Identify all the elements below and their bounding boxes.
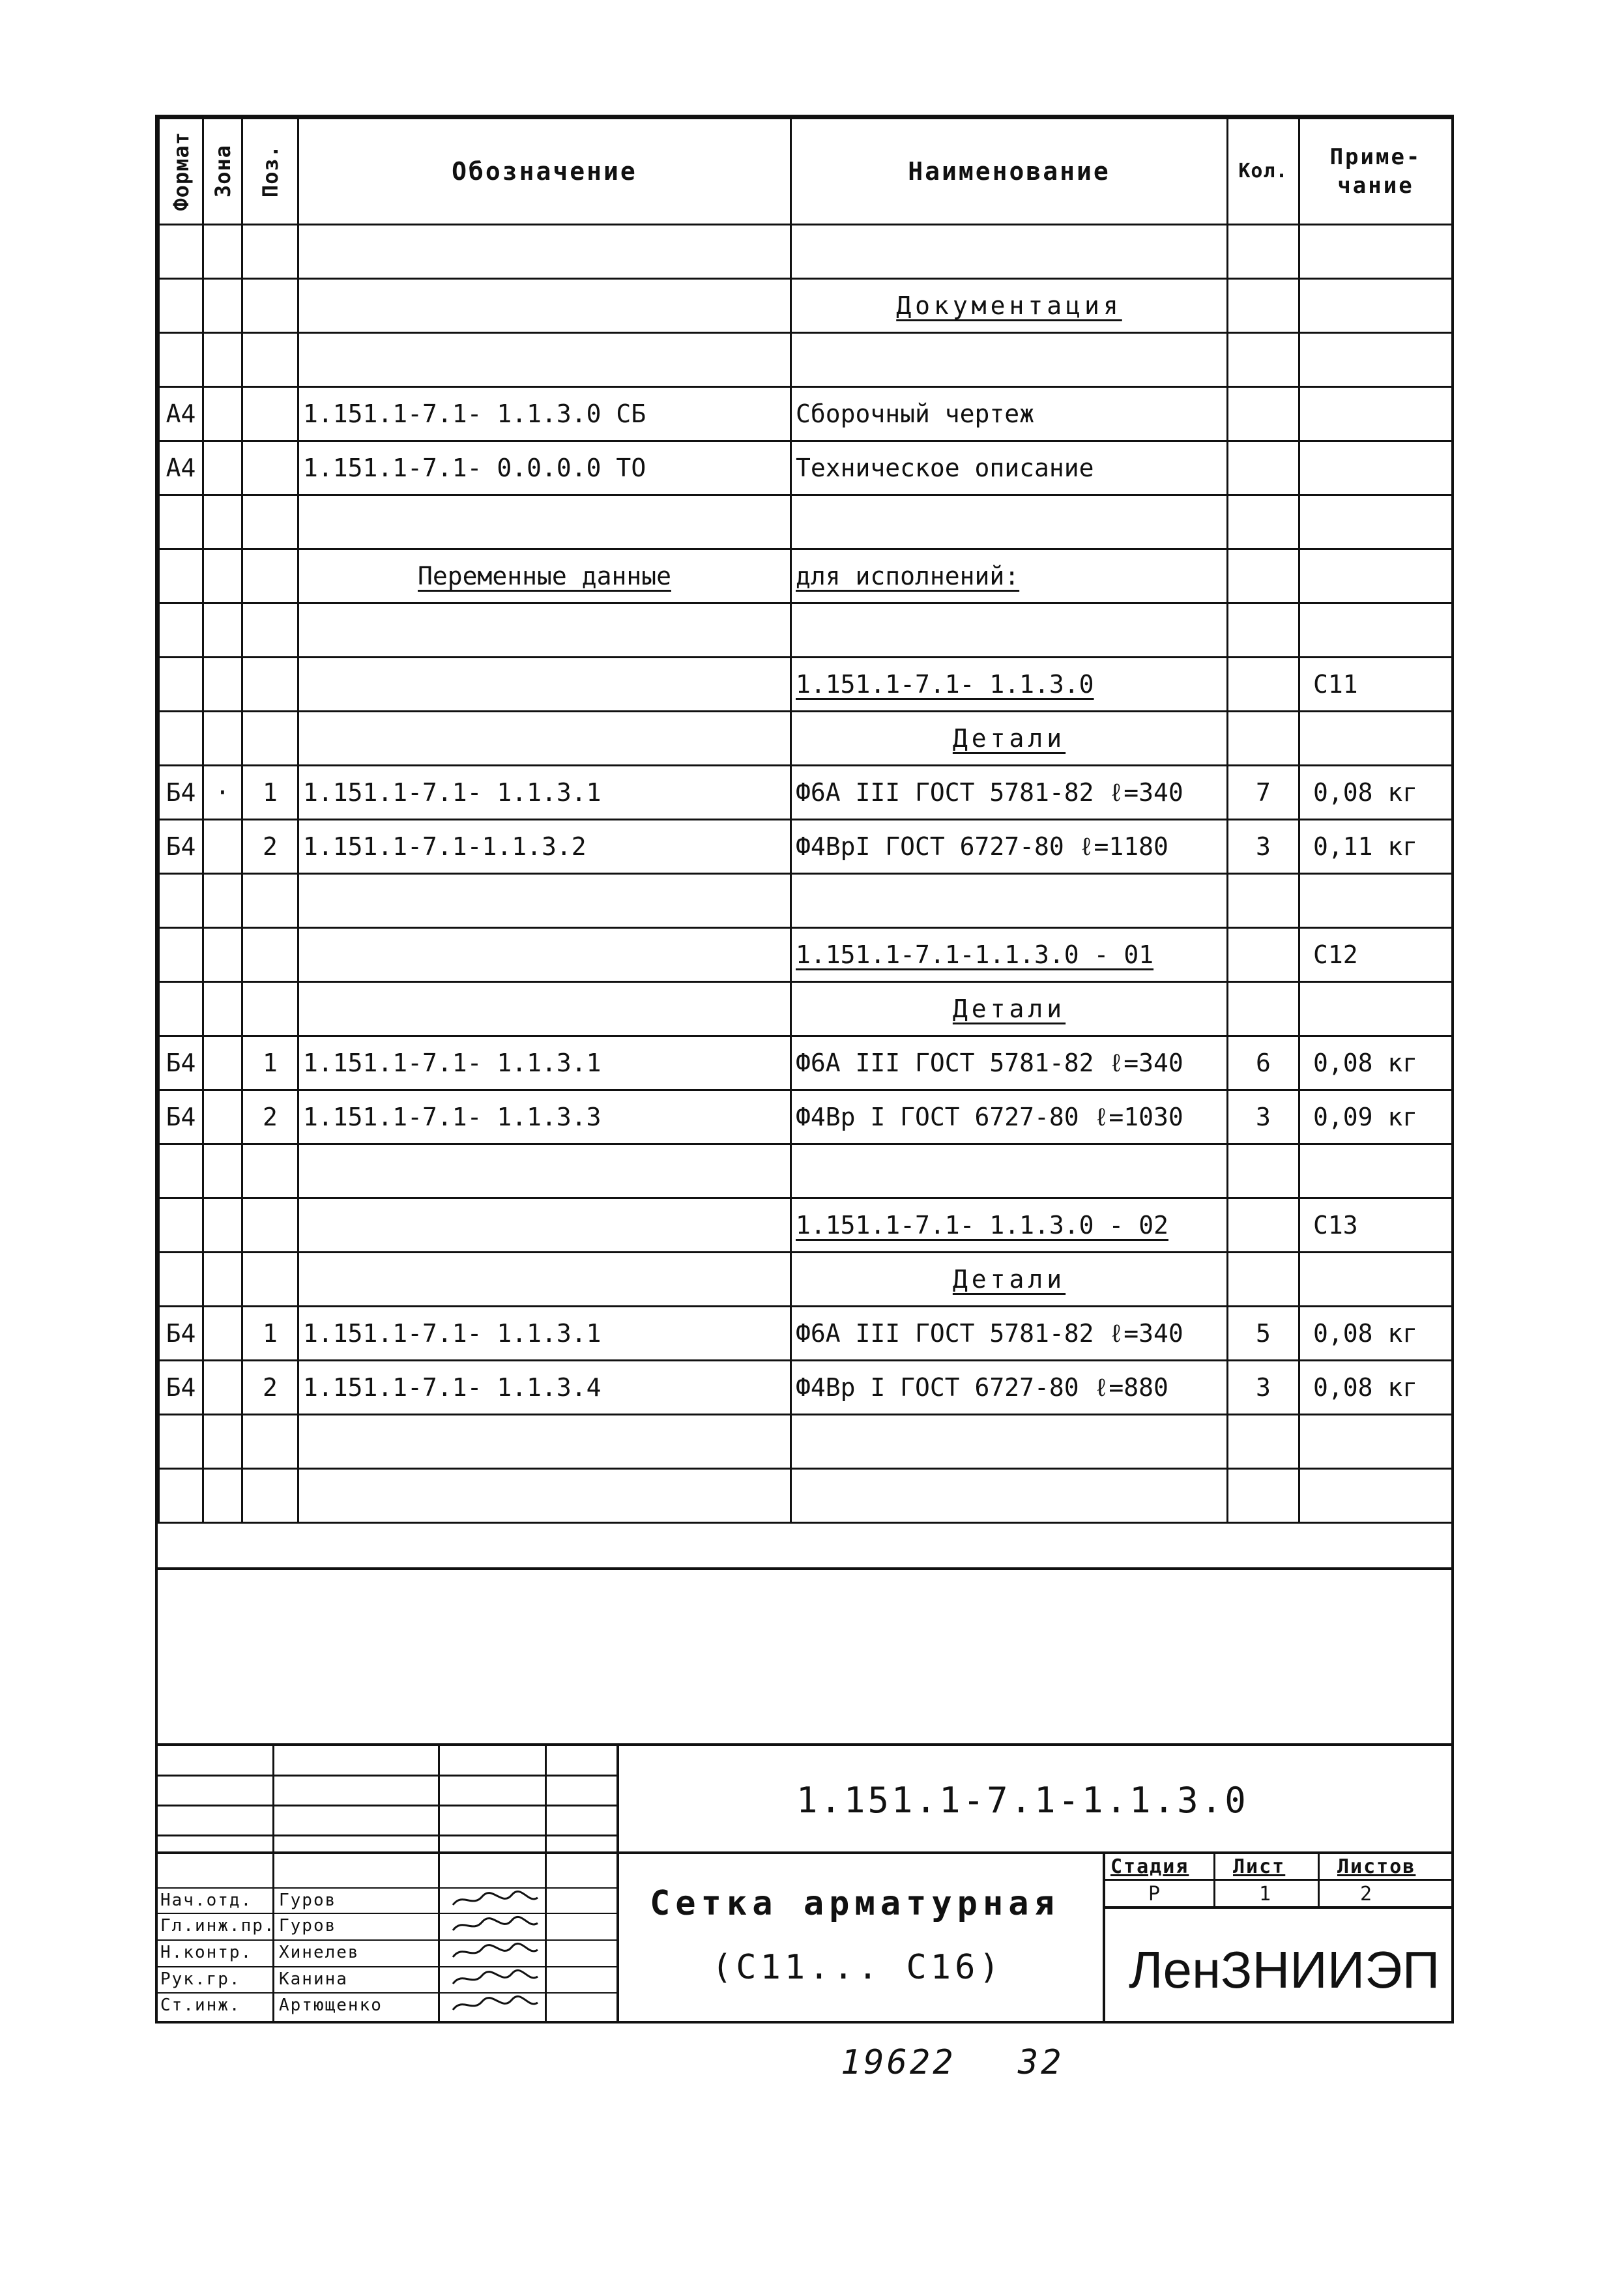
spec-cell-format: [159, 225, 203, 279]
spec-cell-note: [1299, 1253, 1453, 1307]
signature-name: Артющенко: [279, 1995, 383, 2015]
spec-cell-pos: [242, 279, 298, 333]
sheet-value: 1: [1259, 1883, 1271, 1906]
spec-cell-zone: [203, 712, 242, 766]
sheets-label: Листов: [1337, 1855, 1416, 1878]
spec-cell-format: А4: [159, 387, 203, 441]
spec-row: [159, 279, 1453, 333]
spec-cell-note: [1299, 441, 1453, 495]
spec-cell-zone: [203, 603, 242, 658]
spec-cell-pos: [242, 1253, 298, 1307]
title-block: [155, 1743, 1454, 2024]
spec-cell-qty: [1228, 712, 1299, 766]
archive-number: 19622: [841, 2043, 956, 2082]
spec-cell-qty: [1228, 658, 1299, 712]
spec-cell-designation: [298, 1198, 791, 1253]
spec-row: [159, 387, 1453, 441]
spec-cell-name: [791, 1469, 1228, 1523]
spec-row: [159, 1198, 1453, 1253]
signature-row: [158, 1967, 614, 1989]
spec-cell-designation: 1.151.1-7.1- 1.1.3.3: [298, 1090, 791, 1144]
spec-row: [159, 928, 1453, 982]
handwritten-signature-icon: [450, 1994, 541, 2016]
spec-cell-zone: [203, 1090, 242, 1144]
spec-cell-name: 1.151.1-7.1- 1.1.3.0 - 02: [791, 1198, 1228, 1253]
spec-cell-qty: [1228, 1415, 1299, 1469]
spec-cell-format: Б4: [159, 820, 203, 874]
spec-cell-designation: 1.151.1-7.1- 0.0.0.0 ТО: [298, 441, 791, 495]
spec-cell-qty: [1228, 603, 1299, 658]
spec-cell-pos: 1: [242, 1307, 298, 1361]
spec-row: [159, 1036, 1453, 1090]
spec-cell-pos: 2: [242, 820, 298, 874]
spec-cell-pos: 1: [242, 1036, 298, 1090]
spec-cell-format: [159, 603, 203, 658]
spec-cell-designation: [298, 658, 791, 712]
spec-cell-qty: 6: [1228, 1036, 1299, 1090]
signature-role: Ст.инж.: [160, 1995, 241, 2015]
spec-cell-name: [791, 603, 1228, 658]
header-note: Приме-чание: [1299, 119, 1453, 225]
stage-value: Р: [1148, 1883, 1161, 1906]
spec-cell-note: [1299, 1469, 1453, 1523]
spec-cell-pos: 2: [242, 1090, 298, 1144]
spec-cell-pos: [242, 874, 298, 928]
spec-cell-note: С12: [1299, 928, 1453, 982]
spec-cell-format: [159, 495, 203, 549]
spec-cell-pos: [242, 1415, 298, 1469]
spec-cell-zone: [203, 1361, 242, 1415]
spec-cell-pos: [242, 1469, 298, 1523]
spec-row: [159, 874, 1453, 928]
spec-cell-zone: [203, 387, 242, 441]
spec-row: [159, 1307, 1453, 1361]
spec-cell-note: [1299, 603, 1453, 658]
spec-cell-format: Б4: [159, 1090, 203, 1144]
spec-cell-name: Ф6А III ГОСТ 5781-82 ℓ=340: [791, 766, 1228, 820]
signature-name: Канина: [279, 1969, 348, 1989]
spec-cell-format: А4: [159, 441, 203, 495]
spec-cell-designation: [298, 495, 791, 549]
spec-row: [159, 1144, 1453, 1198]
spec-cell-note: С11: [1299, 658, 1453, 712]
spec-cell-note: 0,09 кг: [1299, 1090, 1453, 1144]
sheets-value: 2: [1360, 1883, 1372, 1906]
spec-cell-format: [159, 1469, 203, 1523]
signature-name: Гуров: [279, 1916, 337, 1936]
spec-cell-format: [159, 333, 203, 387]
spec-cell-name: Ф4ВрI ГОСТ 6727-80 ℓ=1180: [791, 820, 1228, 874]
spec-row: [159, 441, 1453, 495]
spec-row: [159, 658, 1453, 712]
spec-cell-name: Ф6А III ГОСТ 5781-82 ℓ=340: [791, 1307, 1228, 1361]
document-title: Сетка арматурная: [650, 1884, 1060, 1923]
header-qty: Кол.: [1228, 119, 1299, 225]
spec-cell-name: [791, 495, 1228, 549]
spec-cell-format: [159, 1198, 203, 1253]
signature-row: [158, 1941, 614, 1962]
spec-cell-zone: [203, 928, 242, 982]
spec-cell-zone: [203, 874, 242, 928]
spec-cell-format: [159, 928, 203, 982]
spec-cell-note: [1299, 387, 1453, 441]
signature-row: [158, 1889, 614, 1910]
spec-cell-designation: [298, 982, 791, 1036]
signature-role: Нач.отд.: [160, 1891, 253, 1910]
spec-cell-zone: [203, 279, 242, 333]
spec-cell-pos: 2: [242, 1361, 298, 1415]
spec-body: [159, 225, 1453, 1523]
spec-cell-pos: [242, 1144, 298, 1198]
spec-cell-name: Детали: [791, 1253, 1228, 1307]
spec-cell-format: [159, 1253, 203, 1307]
spec-row: [159, 712, 1453, 766]
empty-band: [155, 1567, 1454, 1743]
spec-cell-format: Б4: [159, 1307, 203, 1361]
spec-cell-pos: [242, 549, 298, 603]
spec-cell-designation: Переменные данные: [298, 549, 791, 603]
spec-cell-name: 1.151.1-7.1-1.1.3.0 - 01: [791, 928, 1228, 982]
spec-cell-qty: [1228, 928, 1299, 982]
spec-cell-pos: 1: [242, 766, 298, 820]
handwritten-signature-icon: [450, 1967, 541, 1990]
spec-cell-zone: [203, 1144, 242, 1198]
spec-cell-note: [1299, 874, 1453, 928]
spec-cell-designation: [298, 1144, 791, 1198]
spec-cell-zone: [203, 333, 242, 387]
spec-cell-pos: [242, 495, 298, 549]
header-format: Формат: [159, 119, 203, 225]
spec-cell-note: [1299, 712, 1453, 766]
spec-row: [159, 549, 1453, 603]
spec-cell-pos: [242, 387, 298, 441]
spec-cell-zone: [203, 225, 242, 279]
spec-row: [159, 333, 1453, 387]
page-number: 32: [1017, 2043, 1064, 2082]
handwritten-signature-icon: [450, 1889, 541, 1911]
spec-cell-name: [791, 1144, 1228, 1198]
spec-cell-pos: [242, 333, 298, 387]
spec-cell-designation: 1.151.1-7.1- 1.1.3.4: [298, 1361, 791, 1415]
spec-cell-note: [1299, 279, 1453, 333]
spec-cell-format: Б4: [159, 1036, 203, 1090]
spec-cell-qty: 3: [1228, 1361, 1299, 1415]
spec-cell-name: Ф4Вр I ГОСТ 6727-80 ℓ=1030: [791, 1090, 1228, 1144]
spec-cell-qty: [1228, 874, 1299, 928]
spec-cell-name: 1.151.1-7.1- 1.1.3.0: [791, 658, 1228, 712]
spec-cell-format: [159, 874, 203, 928]
spec-cell-zone: [203, 658, 242, 712]
spec-cell-designation: [298, 1415, 791, 1469]
spec-cell-qty: [1228, 1469, 1299, 1523]
spec-row: [159, 225, 1453, 279]
signature-role: Рук.гр.: [160, 1969, 241, 1989]
spec-cell-qty: [1228, 495, 1299, 549]
spec-row: [159, 820, 1453, 874]
spec-cell-qty: 5: [1228, 1307, 1299, 1361]
spec-cell-name: [791, 1415, 1228, 1469]
spec-row: [159, 1469, 1453, 1523]
spec-cell-qty: [1228, 441, 1299, 495]
spec-row: [159, 495, 1453, 549]
handwritten-signature-icon: [450, 1941, 541, 1963]
spec-cell-note: 0,08 кг: [1299, 1361, 1453, 1415]
spec-cell-pos: [242, 712, 298, 766]
spec-row: [159, 766, 1453, 820]
spec-row: [159, 1253, 1453, 1307]
spec-cell-format: Б4: [159, 1361, 203, 1415]
spec-cell-qty: [1228, 387, 1299, 441]
sheet-label: Лист: [1233, 1855, 1286, 1878]
header-designation: Обозначение: [298, 119, 791, 225]
spec-row: [159, 1415, 1453, 1469]
spec-cell-note: [1299, 225, 1453, 279]
spec-row: [159, 1361, 1453, 1415]
organization-name: ЛенЗНИИЭП: [1129, 1941, 1440, 1999]
signature-name: Гуров: [279, 1891, 337, 1910]
doc-code: 1.151.1-7.1-1.1.3.0: [796, 1780, 1249, 1821]
spec-cell-note: 0,08 кг: [1299, 1307, 1453, 1361]
signature-row: [158, 1914, 614, 1936]
spec-cell-pos: [242, 441, 298, 495]
spec-cell-pos: [242, 1198, 298, 1253]
spec-cell-pos: [242, 982, 298, 1036]
spec-cell-name: [791, 874, 1228, 928]
spec-cell-zone: [203, 1415, 242, 1469]
spec-cell-qty: [1228, 549, 1299, 603]
stage-label: Стадия: [1110, 1855, 1189, 1878]
spec-cell-designation: 1.151.1-7.1- 1.1.3.1: [298, 1307, 791, 1361]
spec-cell-qty: 3: [1228, 1090, 1299, 1144]
spec-cell-pos: [242, 928, 298, 982]
spec-cell-designation: [298, 712, 791, 766]
spec-row: [159, 982, 1453, 1036]
spec-cell-designation: [298, 928, 791, 982]
spec-cell-format: Б4: [159, 766, 203, 820]
spec-cell-name: Техническое описание: [791, 441, 1228, 495]
spec-header-row: [159, 119, 1453, 225]
spec-cell-pos: [242, 603, 298, 658]
spec-cell-zone: [203, 1036, 242, 1090]
spec-cell-pos: [242, 658, 298, 712]
spec-cell-format: [159, 1415, 203, 1469]
spec-cell-designation: [298, 874, 791, 928]
spec-cell-zone: [203, 441, 242, 495]
spec-cell-zone: [203, 982, 242, 1036]
spec-cell-designation: [298, 1253, 791, 1307]
spec-cell-designation: 1.151.1-7.1-1.1.3.2: [298, 820, 791, 874]
spec-cell-note: [1299, 1144, 1453, 1198]
document-subtitle: (С11... С16): [712, 1948, 1004, 1987]
spec-cell-designation: 1.151.1-7.1- 1.1.3.0 СБ: [298, 387, 791, 441]
spec-cell-zone: ·: [203, 766, 242, 820]
spec-cell-qty: [1228, 982, 1299, 1036]
spec-cell-qty: [1228, 333, 1299, 387]
spec-grid: [158, 117, 1453, 1524]
header-zone: Зона: [203, 119, 242, 225]
signature-role: Гл.инж.пр.: [160, 1916, 276, 1936]
spec-cell-zone: [203, 1253, 242, 1307]
spec-cell-designation: [298, 1469, 791, 1523]
spec-cell-designation: 1.151.1-7.1- 1.1.3.1: [298, 1036, 791, 1090]
spec-cell-name: [791, 333, 1228, 387]
spec-cell-qty: [1228, 279, 1299, 333]
spec-cell-qty: 3: [1228, 820, 1299, 874]
spec-cell-designation: [298, 225, 791, 279]
spec-cell-name: Детали: [791, 982, 1228, 1036]
spec-cell-qty: [1228, 1144, 1299, 1198]
spec-cell-name: Сборочный чертеж: [791, 387, 1228, 441]
spec-cell-qty: [1228, 1198, 1299, 1253]
spec-cell-format: [159, 1144, 203, 1198]
spec-cell-designation: [298, 279, 791, 333]
spec-cell-note: С13: [1299, 1198, 1453, 1253]
spec-cell-qty: [1228, 225, 1299, 279]
header-pos: Поз.: [242, 119, 298, 225]
spec-cell-format: [159, 982, 203, 1036]
spec-cell-designation: [298, 603, 791, 658]
spec-cell-name: для исполнений:: [791, 549, 1228, 603]
spec-cell-qty: [1228, 1253, 1299, 1307]
spec-cell-note: [1299, 333, 1453, 387]
spec-cell-note: 0,08 кг: [1299, 766, 1453, 820]
spec-cell-zone: [203, 495, 242, 549]
signature-row: [158, 1994, 614, 2015]
footer-note: [841, 2043, 1064, 2082]
spec-cell-note: [1299, 982, 1453, 1036]
signature-name: Хинелев: [279, 1943, 360, 1962]
handwritten-signature-icon: [450, 1914, 541, 1936]
spec-row: [159, 1090, 1453, 1144]
signature-role: Н.контр.: [160, 1943, 253, 1962]
spec-cell-qty: 7: [1228, 766, 1299, 820]
spec-cell-format: [159, 712, 203, 766]
spec-cell-note: [1299, 495, 1453, 549]
spec-cell-format: [159, 549, 203, 603]
spec-cell-note: 0,11 кг: [1299, 820, 1453, 874]
spec-cell-note: [1299, 1415, 1453, 1469]
spec-cell-zone: [203, 1307, 242, 1361]
spec-cell-note: 0,08 кг: [1299, 1036, 1453, 1090]
spec-cell-name: [791, 225, 1228, 279]
spec-cell-format: [159, 658, 203, 712]
specification-table: [155, 115, 1454, 1570]
spec-cell-zone: [203, 1198, 242, 1253]
spec-cell-pos: [242, 225, 298, 279]
spec-cell-zone: [203, 820, 242, 874]
spec-cell-zone: [203, 1469, 242, 1523]
spec-cell-designation: [298, 333, 791, 387]
spec-cell-zone: [203, 549, 242, 603]
spec-cell-format: [159, 279, 203, 333]
spec-cell-name: Ф6А III ГОСТ 5781-82 ℓ=340: [791, 1036, 1228, 1090]
spec-row: [159, 603, 1453, 658]
spec-cell-name: Документация: [791, 279, 1228, 333]
spec-cell-name: Детали: [791, 712, 1228, 766]
header-name: Наименование: [791, 119, 1228, 225]
spec-cell-note: [1299, 549, 1453, 603]
spec-cell-name: Ф4Вр I ГОСТ 6727-80 ℓ=880: [791, 1361, 1228, 1415]
spec-cell-designation: 1.151.1-7.1- 1.1.3.1: [298, 766, 791, 820]
